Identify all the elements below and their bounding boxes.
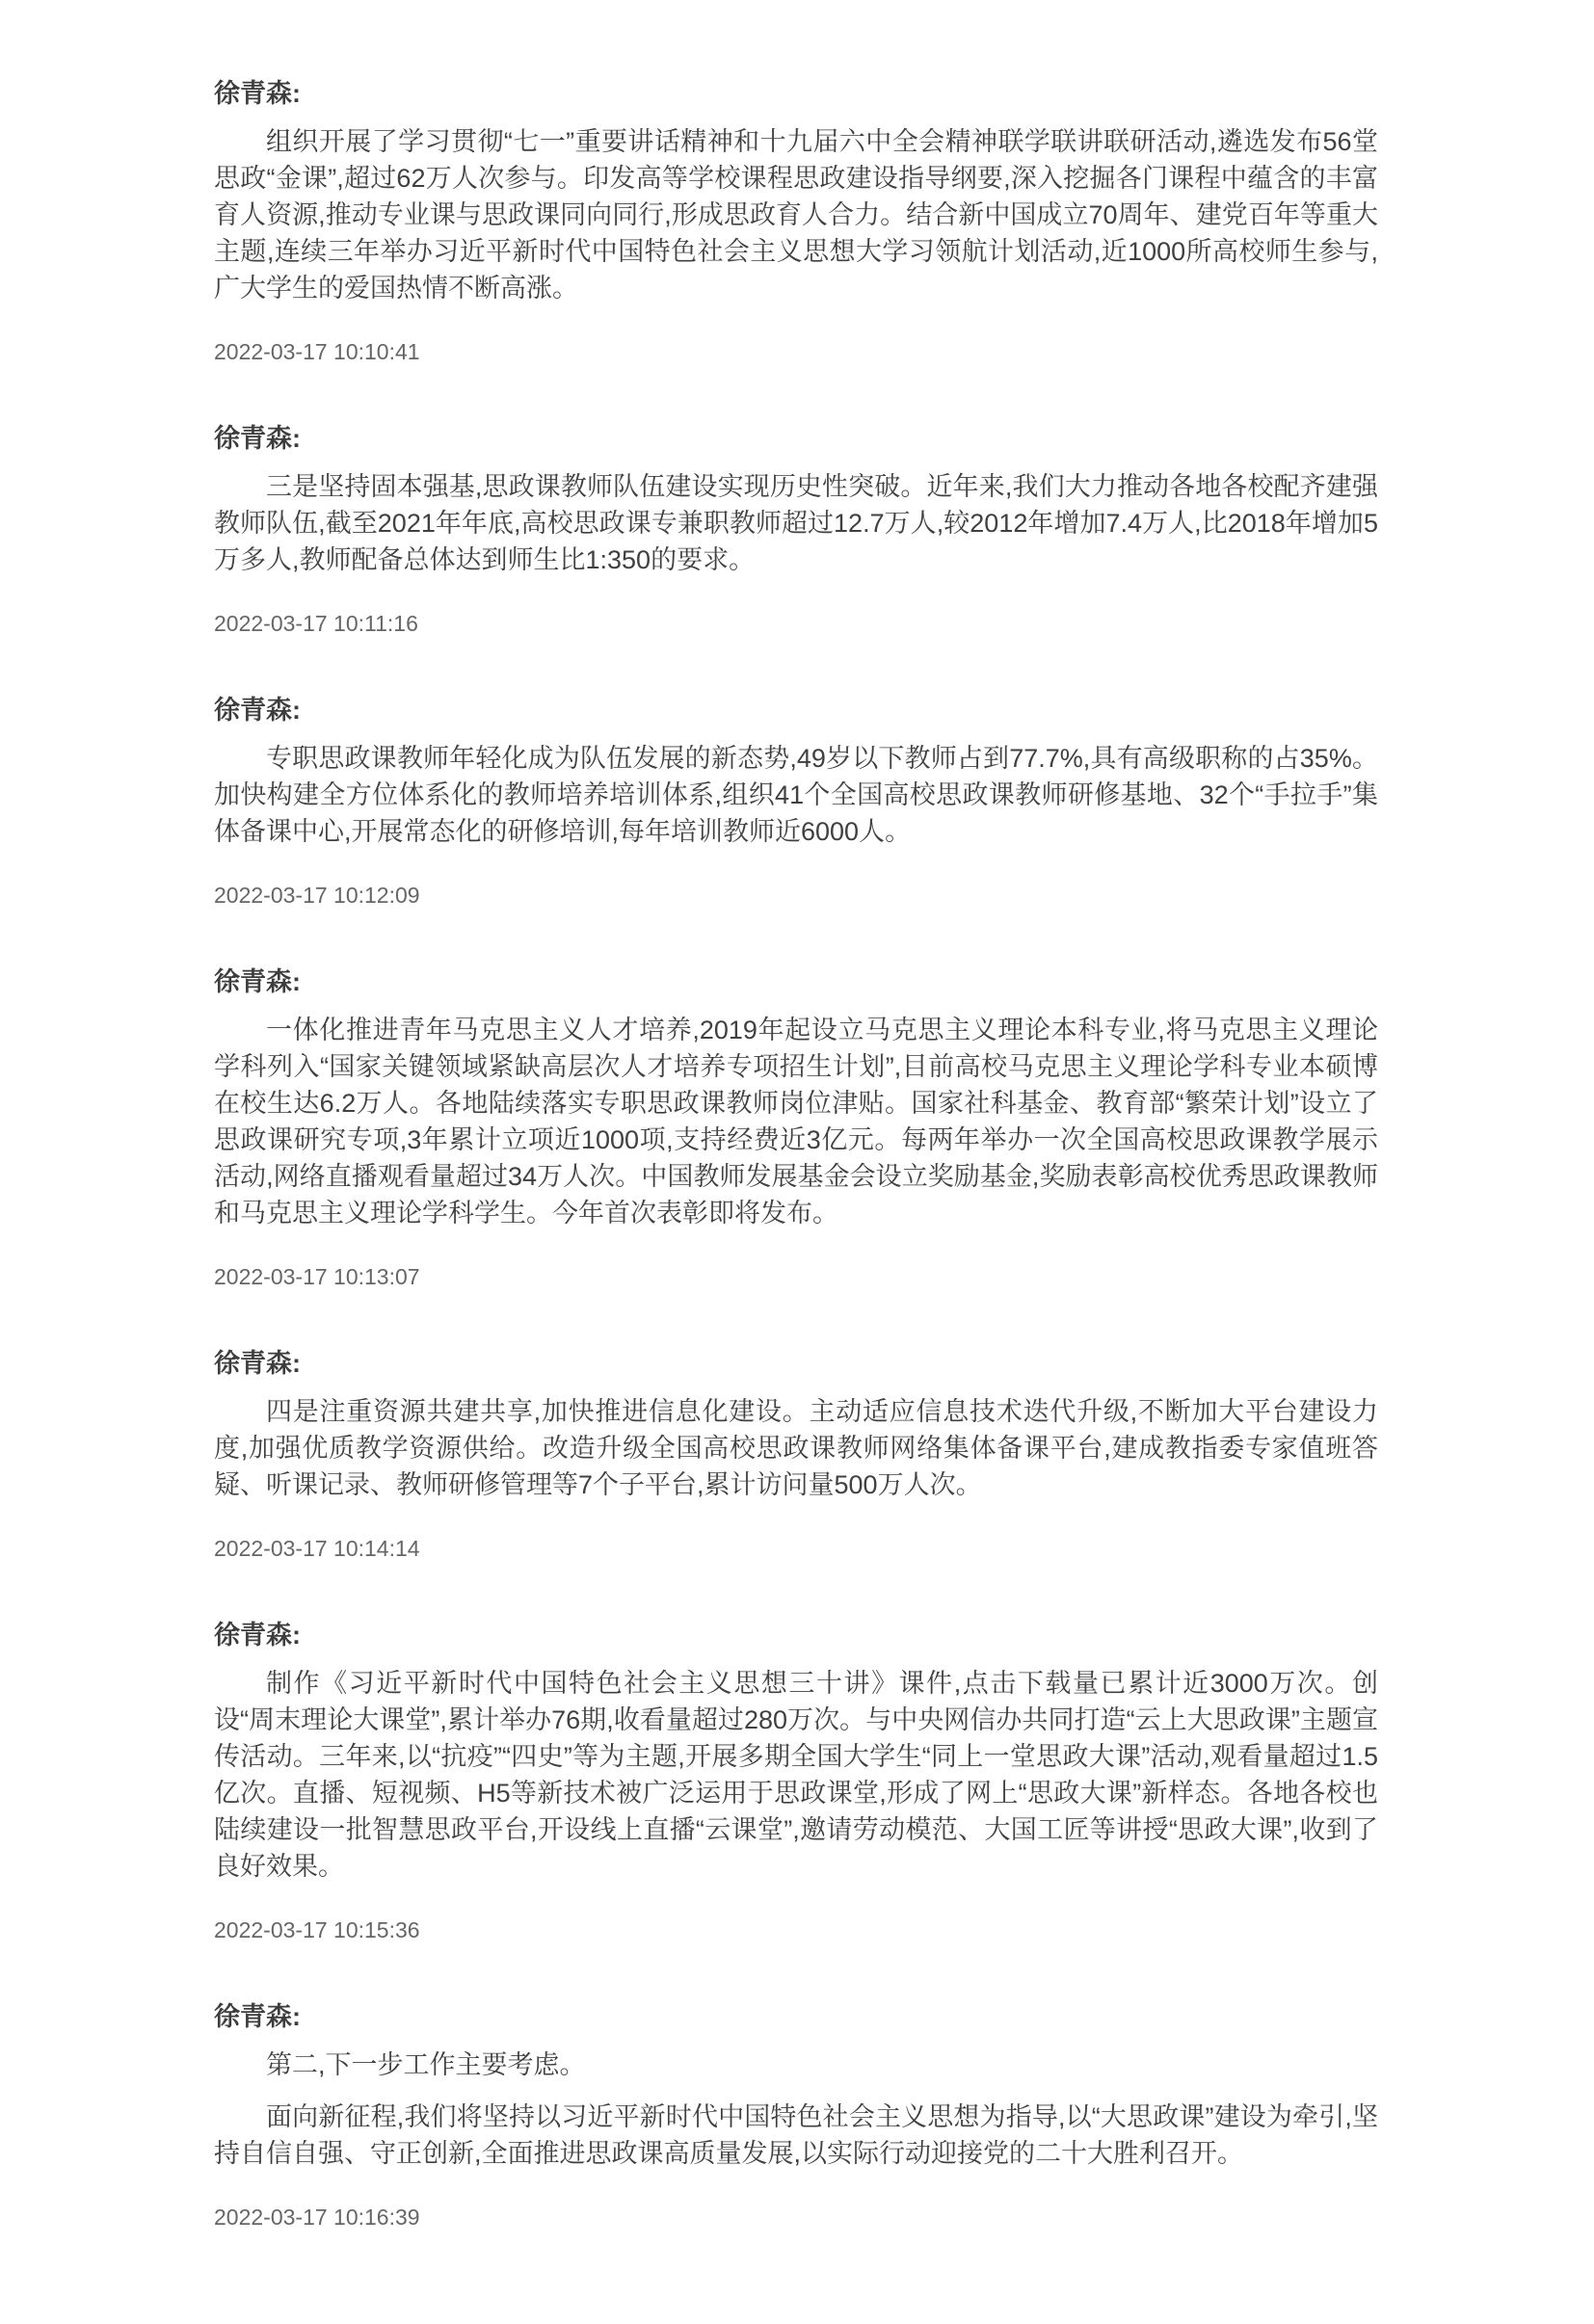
message-paragraph: 组织开展了学习贯彻“七一”重要讲话精神和十九届六中全会精神联学联讲联研活动,遴选发布56堂思政“金课”,超过62万人次参与。印发高等学校课程思政建设指导纲要,深入挖掘各门课程中蕴含的丰富育人资源,推动专业课与思政课同向同行,形成思政育人合力。结合新中国成立70周年、建党百年等重大主题,连续三年举办习近平新时代中国特色社会主义思想大学习领航计划活动,近1000所高校师生参与,广大学生的爱国热情不断高涨。 xyxy=(214,127,1378,303)
message-timestamp: 2022-03-17 10:15:36 xyxy=(214,1917,420,1942)
message-block xyxy=(214,1617,1378,1944)
message-paragraph: 专职思政课教师年轻化成为队伍发展的新态势,49岁以下教师占到77.7%,具有高级职称的占35%。加快构建全方位体系化的教师培养培训体系,组织41个全国高校思政课教师研修基地、32个“手拉手”集体备课中心,开展常态化的研修培训,每年培训教师近6000人。 xyxy=(214,744,1378,846)
message-paragraph: 四是注重资源共建共享,加快推进信息化建设。主动适应信息技术迭代升级,不断加大平台建设力度,加强优质教学资源供给。改造升级全国高校思政课教师网络集体备课平台,建成教指委专家值班答疑、听课记录、教师研修管理等7个子平台,累计访问量500万人次。 xyxy=(214,1397,1378,1499)
message-paragraph: 一体化推进青年马克思主义人才培养,2019年起设立马克思主义理论本科专业,将马克思主义理论学科列入“国家关键领域紧缺高层次人才培养专项招生计划”,目前高校马克思主义理论学科专业本硕博在校生达6.2万人。各地陆续落实专职思政课教师岗位津贴。国家社科基金、教育部“繁荣计划”设立了思政课研究专项,3年累计立项近1000项,支持经费近3亿元。每两年举办一次全国高校思政课教学展示活动,网络直播观看量超过34万人次。中国教师发展基金会设立奖励基金,奖励表彰高校优秀思政课教师和马克思主义理论学科学生。今年首次表彰即将发布。 xyxy=(214,1016,1378,1228)
message-timestamp: 2022-03-17 10:12:09 xyxy=(214,883,420,908)
message-timestamp: 2022-03-17 10:11:16 xyxy=(214,611,418,636)
message-block xyxy=(214,1998,1378,2232)
message-block xyxy=(214,964,1378,1291)
speaker-name: 徐青森: xyxy=(214,1349,301,1378)
message-block xyxy=(214,75,1378,366)
message-timestamp: 2022-03-17 10:10:41 xyxy=(214,339,420,364)
message-block xyxy=(214,692,1378,910)
speaker-name: 徐青森: xyxy=(214,967,301,996)
message-paragraph: 三是坚持固本强基,思政课教师队伍建设实现历史性突破。近年来,我们大力推动各地各校配齐建强教师队伍,截至2021年年底,高校思政课专兼职教师超过12.7万人,较2012年增加7.4万人,比2018年增加5万多人,教师配备总体达到师生比1:350的要求。 xyxy=(214,472,1378,574)
speaker-name: 徐青森: xyxy=(214,424,301,453)
speaker-name: 徐青森: xyxy=(214,1621,301,1650)
message-timestamp: 2022-03-17 10:16:39 xyxy=(214,2205,420,2230)
speaker-name: 徐青森: xyxy=(214,696,301,725)
message-paragraph: 制作《习近平新时代中国特色社会主义思想三十讲》课件,点击下载量已累计近3000万次。创设“周末理论大课堂”,累计举办76期,收看量超过280万次。与中央网信办共同打造“云上大思政课”主题宣传活动。三年来,以“抗疫”“四史”等为主题,开展多期全国大学生“同上一堂思政大课”活动,观看量超过1.5亿次。直播、短视频、H5等新技术被广泛运用于思政课堂,形成了网上“思政大课”新样态。各地各校也陆续建设一批智慧思政平台,开设线上直播“云课堂”,邀请劳动模范、大国工匠等讲授“思政大课”,收到了良好效果。 xyxy=(214,1669,1378,1881)
message-block xyxy=(214,1345,1378,1563)
message-block xyxy=(214,420,1378,638)
message-paragraph: 面向新征程,我们将坚持以习近平新时代中国特色社会主义思想为指导,以“大思政课”建设为牵引,坚持自信自强、守正创新,全面推进思政课高质量发展,以实际行动迎接党的二十大胜利召开。 xyxy=(214,2102,1378,2168)
speaker-name: 徐青森: xyxy=(214,79,301,108)
speaker-name: 徐青森: xyxy=(214,2002,301,2031)
message-timestamp: 2022-03-17 10:13:07 xyxy=(214,1264,420,1289)
message-paragraph: 第二,下一步工作主要考虑。 xyxy=(266,2050,586,2079)
message-timestamp: 2022-03-17 10:14:14 xyxy=(214,1536,420,1561)
